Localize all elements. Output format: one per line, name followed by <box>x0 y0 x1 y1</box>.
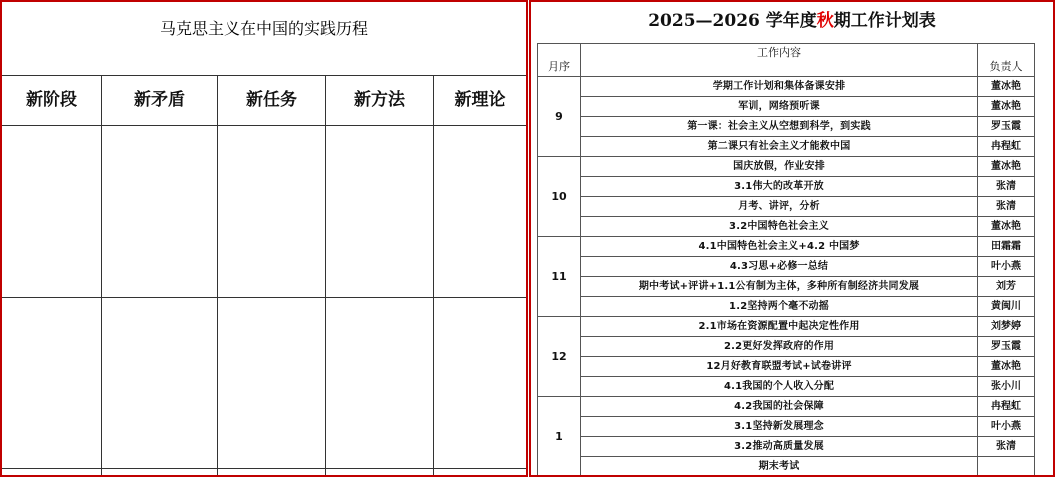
table-row <box>538 377 1035 397</box>
table-row <box>538 137 1035 157</box>
month-cell: 12 <box>538 317 581 397</box>
table-row <box>538 277 1035 297</box>
table-row <box>538 77 1035 97</box>
column-divider <box>325 75 326 475</box>
content-cell: 4.1中国特色社会主义+4.2 中国梦 <box>581 237 978 257</box>
table-row <box>538 397 1035 417</box>
person-cell: 冉程虹 <box>978 397 1035 417</box>
header-person: 负责人 <box>978 44 1035 77</box>
person-cell: 罗玉霞 <box>978 117 1035 137</box>
content-cell: 4.3习思+必修一总结 <box>581 257 978 277</box>
schedule-body <box>538 77 1035 477</box>
person-cell: 黄闽川 <box>978 297 1035 317</box>
person-cell: 罗玉霞 <box>978 337 1035 357</box>
table-row <box>538 197 1035 217</box>
table-row <box>538 417 1035 437</box>
content-cell: 期中考试+评讲+1.1公有制为主体，多种所有制经济共同发展 <box>581 277 978 297</box>
header-new-task: 新任务 <box>246 90 297 110</box>
person-cell: 冉程虹 <box>978 137 1035 157</box>
header-month: 月序 <box>538 44 581 77</box>
right-schedule-panel <box>529 0 1055 477</box>
content-cell: 3.1伟大的改革开放 <box>581 177 978 197</box>
person-cell: 董冰艳 <box>978 217 1035 237</box>
content-cell: 3.1坚持新发展理念 <box>581 417 978 437</box>
person-cell <box>978 457 1035 477</box>
content-cell: 第一课：社会主义从空想到科学，到实践 <box>581 117 978 137</box>
table-row <box>538 457 1035 477</box>
table-row <box>538 357 1035 377</box>
month-cell: 1 <box>538 397 581 477</box>
person-cell: 张小川 <box>978 377 1035 397</box>
table-row <box>538 97 1035 117</box>
person-cell: 董冰艳 <box>978 157 1035 177</box>
content-cell: 学期工作计划和集体备课安排 <box>581 77 978 97</box>
header-new-contradiction: 新矛盾 <box>134 90 185 110</box>
content-cell: 1.2坚持两个毫不动摇 <box>581 297 978 317</box>
left-worksheet-panel <box>0 0 528 477</box>
table-row <box>538 317 1035 337</box>
table-row <box>538 117 1035 137</box>
person-cell: 张清 <box>978 197 1035 217</box>
title-highlight: 秋 <box>816 11 834 31</box>
column-divider <box>433 75 434 475</box>
person-cell: 张清 <box>978 177 1035 197</box>
header-content: 工作内容 <box>581 44 978 77</box>
header-new-theory: 新理论 <box>454 90 506 110</box>
person-cell: 董冰艳 <box>978 97 1035 117</box>
content-cell: 4.2我国的社会保障 <box>581 397 978 417</box>
header-row-divider <box>2 125 526 126</box>
title-prefix: 2025—2026 学年度 <box>648 11 817 31</box>
table-header-row <box>538 44 1035 77</box>
month-cell: 10 <box>538 157 581 237</box>
row-divider <box>2 468 526 469</box>
person-cell: 董冰艳 <box>978 77 1035 97</box>
content-cell: 月考、讲评，分析 <box>581 197 978 217</box>
table-row <box>538 337 1035 357</box>
table-row <box>538 297 1035 317</box>
content-cell: 2.2更好发挥政府的作用 <box>581 337 978 357</box>
content-cell: 2.1市场在资源配置中起决定性作用 <box>581 317 978 337</box>
title-suffix: 期工作计划表 <box>833 11 936 31</box>
person-cell: 刘梦婷 <box>978 317 1035 337</box>
table-row <box>538 157 1035 177</box>
month-cell: 11 <box>538 237 581 317</box>
table-row <box>538 177 1035 197</box>
column-divider <box>217 75 218 475</box>
month-cell: 9 <box>538 77 581 157</box>
content-cell: 12月好教育联盟考试+试卷讲评 <box>581 357 978 377</box>
schedule-title <box>531 6 1053 31</box>
table-row <box>538 217 1035 237</box>
row-divider <box>2 297 526 298</box>
content-cell: 期末考试 <box>581 457 978 477</box>
schedule-table <box>537 43 1035 477</box>
content-cell: 第二课只有社会主义才能救中国 <box>581 137 978 157</box>
content-cell: 4.1我国的个人收入分配 <box>581 377 978 397</box>
content-cell: 军训，网络预听课 <box>581 97 978 117</box>
content-cell: 3.2中国特色社会主义 <box>581 217 978 237</box>
person-cell: 叶小燕 <box>978 257 1035 277</box>
table-row <box>538 437 1035 457</box>
header-new-stage: 新阶段 <box>26 90 77 110</box>
person-cell: 刘芳 <box>978 277 1035 297</box>
person-cell: 叶小燕 <box>978 417 1035 437</box>
worksheet-title: 马克思主义在中国的实践历程 <box>159 19 368 38</box>
table-row <box>538 237 1035 257</box>
header-new-method: 新方法 <box>354 90 405 110</box>
content-cell: 国庆放假，作业安排 <box>581 157 978 177</box>
table-row <box>538 257 1035 277</box>
person-cell: 董冰艳 <box>978 357 1035 377</box>
person-cell: 张清 <box>978 437 1035 457</box>
content-cell: 3.2推动高质量发展 <box>581 437 978 457</box>
person-cell: 田霜霜 <box>978 237 1035 257</box>
column-divider <box>101 75 102 475</box>
